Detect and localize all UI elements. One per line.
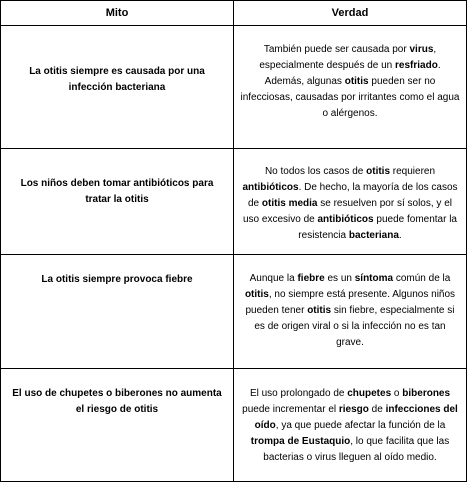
emphasis-term: chupetes bbox=[347, 388, 392, 399]
truth-cell: Aunque la fiebre es un síntoma común de la otitis, no siempre está presente. Algunos niños pueden tener otitis sin fiebre, especialmente si es de origen viral o si la infección no es tan grave. bbox=[234, 255, 467, 369]
emphasis-term: otitis bbox=[244, 289, 269, 300]
myth-cell: Los niños deben tomar antibióticos para tratar la otitis bbox=[1, 149, 234, 255]
table-row bbox=[1, 26, 467, 149]
emphasis-term: otitis bbox=[307, 305, 332, 316]
table-row bbox=[1, 149, 467, 255]
table-row bbox=[1, 255, 467, 369]
emphasis-term: riesgo bbox=[338, 404, 369, 415]
header-row bbox=[1, 1, 467, 26]
myth-cell: La otitis siempre provoca fiebre bbox=[1, 255, 234, 369]
truth-cell: También puede ser causada por virus, especialmente después de un resfriado. Además, algunas otitis pueden ser no infecciosas, causadas por irritantes como el agua o alérgenos. bbox=[234, 26, 467, 149]
header-truth: Verdad bbox=[234, 1, 467, 26]
emphasis-term: otitis media bbox=[261, 198, 318, 209]
emphasis-term: antibióticos bbox=[317, 214, 374, 225]
emphasis-term: síntoma bbox=[354, 273, 394, 284]
emphasis-term: infecciones del oído bbox=[254, 404, 458, 431]
emphasis-term: resfriado bbox=[395, 60, 438, 71]
truth-cell: No todos los casos de otitis requieren antibióticos. De hecho, la mayoría de los casos de otitis media se resuelven por sí solos, y el uso excesivo de antibióticos puede fomentar la resistencia bacteriana. bbox=[234, 149, 467, 255]
emphasis-term: otitis bbox=[366, 166, 391, 177]
myth-cell: El uso de chupetes o biberones no aumenta el riesgo de otitis bbox=[1, 369, 234, 482]
truth-cell: El uso prolongado de chupetes o biberones puede incrementar el riesgo de infecciones del oído, ya que puede afectar la función de la trompa de Eustaquio, lo que facilita que las bacterias o virus lleguen al oído medio. bbox=[234, 369, 467, 482]
emphasis-term: fiebre bbox=[297, 273, 325, 284]
emphasis-term: antibióticos bbox=[242, 182, 299, 193]
emphasis-term: trompa de Eustaquio bbox=[250, 436, 351, 447]
emphasis-term: otitis bbox=[344, 76, 369, 87]
table-row bbox=[1, 369, 467, 482]
myth-cell: La otitis siempre es causada por una infección bacteriana bbox=[1, 26, 234, 149]
emphasis-term: bacteriana bbox=[348, 230, 399, 241]
header-myth: Mito bbox=[1, 1, 234, 26]
emphasis-term: biberones bbox=[402, 388, 451, 399]
emphasis-term: virus bbox=[409, 44, 434, 55]
